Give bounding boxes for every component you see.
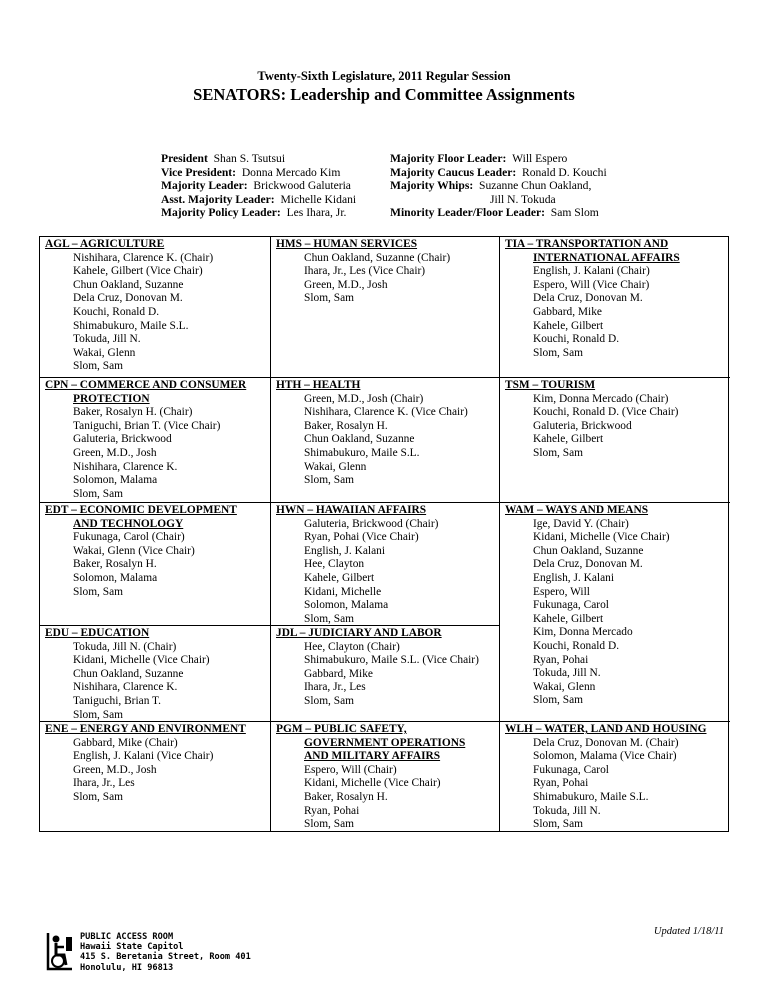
committee-member: Shimabukuro, Maile S.L. [533,790,649,803]
committee-member: Wakai, Glenn (Vice Chair) [73,544,195,557]
committee-member: Kidani, Michelle (Vice Chair) [73,654,210,667]
committee-title-text: HTH – HEALTH [276,379,361,391]
committee-member: Slom, Sam [73,487,124,500]
committee-member: Taniguchi, Brian T. [73,694,161,707]
committee-member: Wakai, Glenn [533,680,596,693]
leadership-line [161,152,356,166]
committee-title-text: HMS – HUMAN SERVICES [276,238,418,250]
committee-member: Ryan, Pohai [533,653,589,666]
leadership-name: Shan S. Tsutsui [213,152,286,165]
committee-member: Tokuda, Jill N. [533,667,601,680]
leadership-name: Suzanne Chun Oakland, [479,179,592,192]
committee-title [276,737,499,751]
committee-title-text: AND TECHNOLOGY [73,517,184,530]
committee-member: Chun Oakland, Suzanne [73,278,184,291]
committee-title-text: AND MILITARY AFFAIRS [304,750,441,763]
committee-title-text: JDL – JUDICIARY AND LABOR [276,627,442,639]
committee-member: Solomon, Malama [304,599,389,612]
committee-title-text: EDU – EDUCATION [45,627,150,639]
committee-member: Slom, Sam [304,292,355,305]
leadership-line [390,166,607,180]
leadership-role: Majority Floor Leader: [390,152,507,165]
committee-title [45,379,270,393]
committee-member: Fukunaga, Carol [533,763,609,776]
committee-title [276,723,499,737]
committee-member: Hee, Clayton [304,558,365,571]
committee-member: Ige, David Y. (Chair) [533,517,629,530]
committee-title [276,627,499,641]
committee-member: Ryan, Pohai [533,777,589,790]
committee-member: Kim, Donna Mercado (Chair) [533,392,669,405]
committee-title-text: HWN – HAWAIIAN AFFAIRS [276,504,427,516]
committee-member: Tokuda, Jill N. (Chair) [73,640,177,653]
committee-title [276,379,499,393]
committee-member: Baker, Rosalyn H. (Chair) [73,406,193,419]
leadership-name: Les Ihara, Jr. [286,206,347,219]
committee-hwn [271,503,499,626]
committee-title [505,252,729,266]
leadership-line [390,206,607,220]
committee-member: Nishihara, Clarence K. [73,681,178,694]
committee-wam [500,503,729,708]
committee-title [505,723,729,737]
committee-title-text: CPN – COMMERCE AND CONSUMER [45,379,247,391]
leadership-line [161,179,356,193]
committee-title-text: PROTECTION [73,392,150,405]
committee-member: Shimabukuro, Maile S.L. (Vice Chair) [304,654,479,667]
committee-member: Baker, Rosalyn H. [73,558,157,571]
address-line: PUBLIC ACCESS ROOM [80,932,174,942]
committee-member: English, J. Kalani (Chair) [533,265,650,278]
committee-member: Slom, Sam [533,346,584,359]
committee-member: Baker, Rosalyn H. [304,790,388,803]
leadership-role: Asst. Majority Leader: [161,192,275,206]
committee-member: Fukunaga, Carol (Chair) [73,531,185,544]
committee-member: Kouchi, Ronald D. [73,305,160,318]
committee-edt [40,503,270,599]
committee-tia [500,237,729,360]
committee-title-text: WAM – WAYS AND MEANS [505,504,649,516]
leadership-line [161,166,356,180]
committee-member: Slom, Sam [533,694,584,707]
committee-title [45,723,270,737]
leadership-role: Vice President: [161,165,237,179]
committee-member: Tokuda, Jill N. [533,804,601,817]
leadership-role: Majority Leader: [161,179,248,192]
leadership-name: Michelle Kidani [280,192,357,206]
committee-agl [40,237,270,374]
committee-member: Slom, Sam [533,446,584,459]
committee-member: Green, M.D., Josh (Chair) [304,392,424,405]
committee-member: Galuteria, Brickwood [73,433,172,446]
committee-member: Slom, Sam [533,818,584,831]
committee-member: Nishihara, Clarence K. [73,460,178,473]
committee-title-text: GOVERNMENT OPERATIONS [304,736,466,749]
committee-member: Tokuda, Jill N. [73,333,141,346]
leadership-line [161,206,356,220]
committee-member: Dela Cruz, Donovan M. [533,558,643,571]
committee-member: Dela Cruz, Donovan M. [73,292,183,305]
committee-member: Solomon, Malama [73,571,158,584]
committee-member: Wakai, Glenn [73,346,136,359]
organization-address [80,932,251,973]
committee-title [505,238,729,252]
committee-title-text: TSM – TOURISM [505,379,596,391]
leadership-role: Majority Policy Leader: [161,206,281,219]
committee-member: Ihara, Jr., Les [73,777,135,790]
committee-member: Slom, Sam [304,612,355,625]
committee-member: English, J. Kalani [304,544,385,557]
committee-member: Kidani, Michelle [304,585,382,598]
committee-title [45,518,270,532]
committee-member: Kouchi, Ronald D. [533,333,620,346]
committee-cpn [40,378,270,501]
address-line: 415 S. Beretania Street, Room 401 [80,952,251,963]
leadership-line [390,179,607,193]
committee-title [276,750,499,764]
committee-title-text: EDT – ECONOMIC DEVELOPMENT [45,504,237,516]
leadership-left [161,152,356,220]
committee-member: Espero, Will [533,585,590,598]
committee-member: Slom, Sam [73,790,124,803]
committee-member: Taniguchi, Brian T. (Vice Chair) [73,419,221,432]
committee-title [505,504,729,518]
committee-member: English, J. Kalani (Vice Chair) [73,750,214,763]
committee-tsm [500,378,729,461]
committee-hth [271,378,499,488]
committee-title-text: AGL – AGRICULTURE [45,238,165,250]
committee-member: Slom, Sam [73,360,124,373]
committee-member: Kahele, Gilbert (Vice Chair) [73,265,203,278]
committee-member: Nishihara, Clarence K. (Chair) [73,251,214,264]
committee-member: Gabbard, Mike [304,667,373,680]
committee-ene [40,722,270,805]
committee-title [45,627,270,641]
committee-member: Ryan, Pohai [304,804,360,817]
committee-title [45,238,270,252]
committee-member: English, J. Kalani [533,571,614,584]
committee-member: Kim, Donna Mercado [533,626,633,639]
committee-member: Kouchi, Ronald D. [533,639,620,652]
leadership-role: Majority Whips: [390,179,474,192]
updated-date: Updated 1/18/11 [653,926,724,937]
committee-member: Espero, Will (Chair) [304,763,397,776]
leadership-name: Ronald D. Kouchi [522,165,607,179]
committee-member: Ihara, Jr., Les (Vice Chair) [304,265,426,278]
committee-title-text: PGM – PUBLIC SAFETY, [276,723,407,735]
leadership-name: Donna Mercado Kim [241,165,341,179]
address-line: Hawaii State Capitol [80,942,184,953]
committee-member: Kahele, Gilbert [533,433,604,446]
committee-member: Dela Cruz, Donovan M. (Chair) [533,736,679,749]
leadership-role: Minority Leader/Floor Leader: [390,206,545,219]
committee-member: Chun Oakland, Suzanne [533,544,644,557]
committee-member: Solomon, Malama [73,474,158,487]
committee-member: Shimabukuro, Maile S.L. [73,319,189,332]
page-title: SENATORS: Leadership and Committee Assignments [193,85,575,104]
committee-title [45,504,270,518]
committee-member: Slom, Sam [73,585,124,598]
committee-member: Galuteria, Brickwood [533,419,632,432]
committee-jdl [271,626,499,709]
committee-member: Wakai, Glenn [304,460,367,473]
leadership-right [390,152,607,220]
committee-pgm [271,722,499,832]
leadership-role: President [161,152,208,165]
committee-member: Slom, Sam [304,474,355,487]
committee-member: Nishihara, Clarence K. (Vice Chair) [304,406,468,419]
committee-title [276,504,499,518]
address-line: Honolulu, HI 96813 [80,962,174,973]
committee-member: Slom, Sam [304,818,355,831]
committee-member: Kahele, Gilbert [533,319,604,332]
committee-member: Kidani, Michelle (Vice Chair) [304,777,441,790]
committee-member: Dela Cruz, Donovan M. [533,292,643,305]
committee-member: Green, M.D., Josh [304,278,388,291]
committee-member: Kouchi, Ronald D. (Vice Chair) [533,406,679,419]
committee-member: Gabbard, Mike (Chair) [73,736,178,749]
leadership-name: Will Espero [512,152,568,165]
leadership-name: Sam Slom [550,206,599,219]
committee-title-text: WLH – WATER, LAND AND HOUSING [505,723,707,735]
committee-member: Chun Oakland, Suzanne (Chair) [304,251,451,264]
committee-member: Hee, Clayton (Chair) [304,640,400,653]
leadership-line [161,193,356,207]
committee-title-text: TIA – TRANSPORTATION AND [505,238,669,250]
leadership-name: Brickwood Galuteria [253,179,351,192]
committee-member: Galuteria, Brickwood (Chair) [304,517,439,530]
committee-title [505,379,729,393]
committee-member: Slom, Sam [304,694,355,707]
leadership-line [390,152,607,166]
committee-member: Slom, Sam [73,708,124,721]
session-heading: Twenty-Sixth Legislature, 2011 Regular Session [257,69,511,83]
committee-member: Gabbard, Mike [533,305,602,318]
committee-title-text: ENE – ENERGY AND ENVIRONMENT [45,723,246,735]
committee-edu [40,626,270,722]
committee-member: Espero, Will (Vice Chair) [533,278,650,291]
public-access-room-logo-icon [44,929,76,973]
committee-title [276,238,499,252]
committee-member: Kahele, Gilbert [304,571,375,584]
committee-member: Solomon, Malama (Vice Chair) [533,750,677,763]
committee-title [45,393,270,407]
committee-member: Ihara, Jr., Les [304,681,366,694]
committee-hms [271,237,499,306]
committee-member: Chun Oakland, Suzanne [304,433,415,446]
committee-wlh [500,722,729,832]
committee-grid [39,236,729,832]
leadership-line [390,193,607,207]
committee-member: Green, M.D., Josh [73,763,157,776]
committee-member: Kahele, Gilbert [533,612,604,625]
committee-member: Green, M.D., Josh [73,446,157,459]
committee-member: Fukunaga, Carol [533,599,609,612]
leadership-role: Majority Caucus Leader: [390,165,517,179]
committee-member: Chun Oakland, Suzanne [73,667,184,680]
committee-member: Ryan, Pohai (Vice Chair) [304,531,419,544]
leadership-name: Jill N. Tokuda [490,192,556,206]
committee-member: Shimabukuro, Maile S.L. [304,446,420,459]
committee-title-text: INTERNATIONAL AFFAIRS [533,251,680,264]
committee-member: Kidani, Michelle (Vice Chair) [533,531,670,544]
committee-member: Baker, Rosalyn H. [304,419,388,432]
